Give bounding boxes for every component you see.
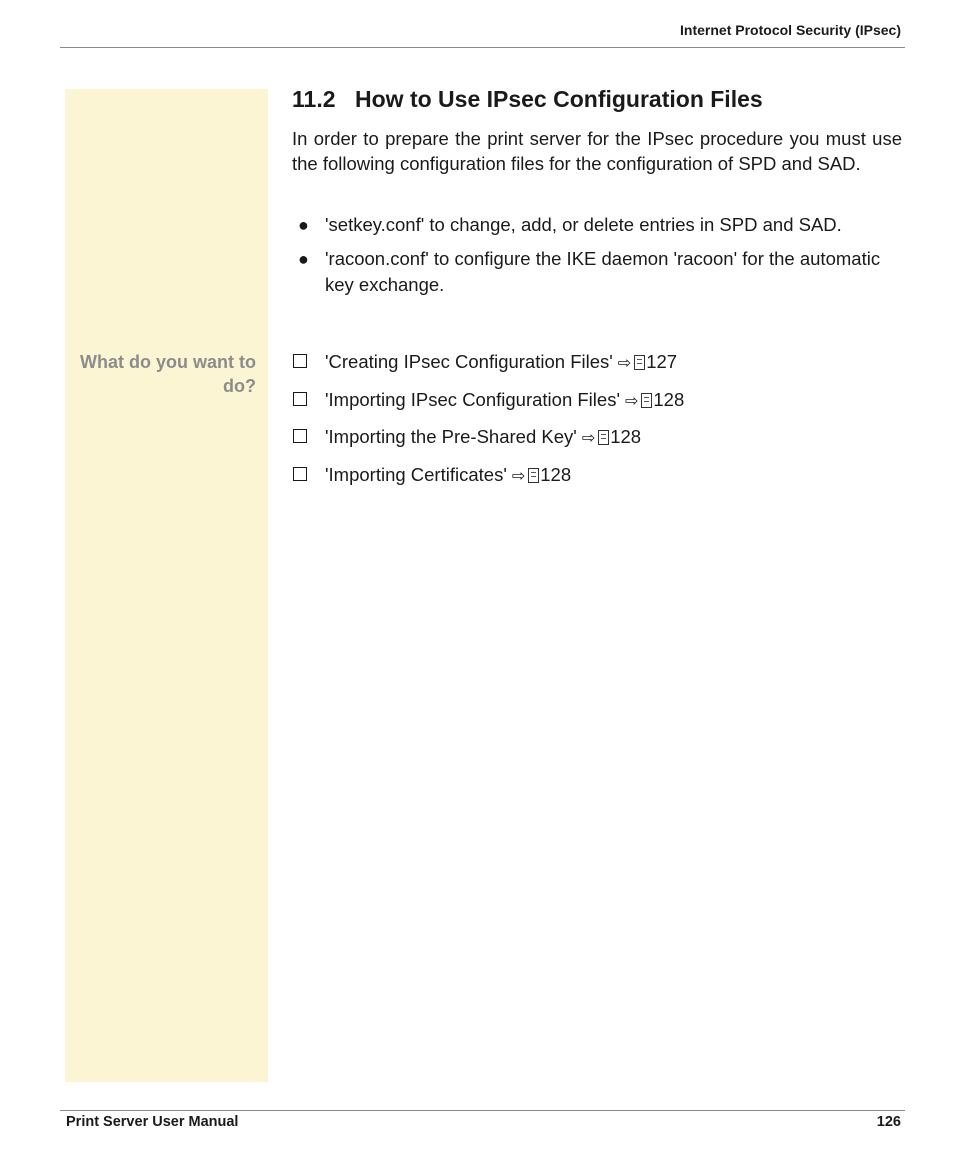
section-number: 11.2 [292,86,336,112]
right-arrow-icon: ⇨ [511,465,526,485]
intro-paragraph: In order to prepare the print server for the IPsec procedure you must use the following configuration files for the configuration of SPD and SAD. [292,128,902,174]
task-list [292,349,902,499]
right-arrow-icon: ⇨ [624,390,639,410]
task-link-item[interactable] [292,462,902,500]
task-link-label[interactable]: 'Importing the Pre-Shared Key' [325,426,577,448]
checkbox-icon [293,354,307,368]
bullet-list [292,212,902,306]
checkbox-icon [293,429,307,443]
bullet-text: 'racoon.conf' to configure the IKE daemon 'racoon' for the automatic key exchange. [325,248,881,295]
page-icon [634,355,645,370]
task-link-item[interactable] [292,424,902,462]
header-rule [60,47,905,48]
bullet-icon: ● [298,215,309,235]
page-icon [641,393,652,408]
checkbox-icon [293,392,307,406]
margin-sidebar [65,89,268,1082]
task-link-label[interactable]: 'Importing IPsec Configuration Files' [325,388,620,410]
section-title: How to Use IPsec Configuration Files [355,86,763,112]
list-item [292,212,902,238]
sidebar-heading: What do you want to do? [80,352,256,396]
bullet-text: 'setkey.conf' to change, add, or delete entries in SPD and SAD. [325,214,842,235]
task-page-ref[interactable]: 128 [653,388,685,410]
task-link-label[interactable]: 'Creating IPsec Configuration Files' [325,351,613,372]
right-arrow-icon: ⇨ [617,353,632,372]
page-icon [598,430,609,445]
footer-page-number: 126 [876,1114,901,1130]
task-page-ref[interactable]: 128 [610,426,642,448]
section-heading [292,86,763,113]
right-arrow-icon: ⇨ [581,428,596,448]
footer-rule [60,1110,905,1111]
task-link-item[interactable] [292,349,902,387]
task-page-ref[interactable]: 128 [540,463,572,485]
checkbox-icon [293,467,307,481]
bullet-icon: ● [298,249,309,269]
footer-manual-title: Print Server User Manual [66,1114,239,1130]
list-item [292,246,902,298]
task-link-label[interactable]: 'Importing Certificates' [325,463,507,485]
task-page-ref[interactable]: 127 [646,351,678,372]
page-icon [528,468,539,483]
task-link-item[interactable] [292,387,902,425]
running-header: Internet Protocol Security (IPsec) [680,22,901,38]
